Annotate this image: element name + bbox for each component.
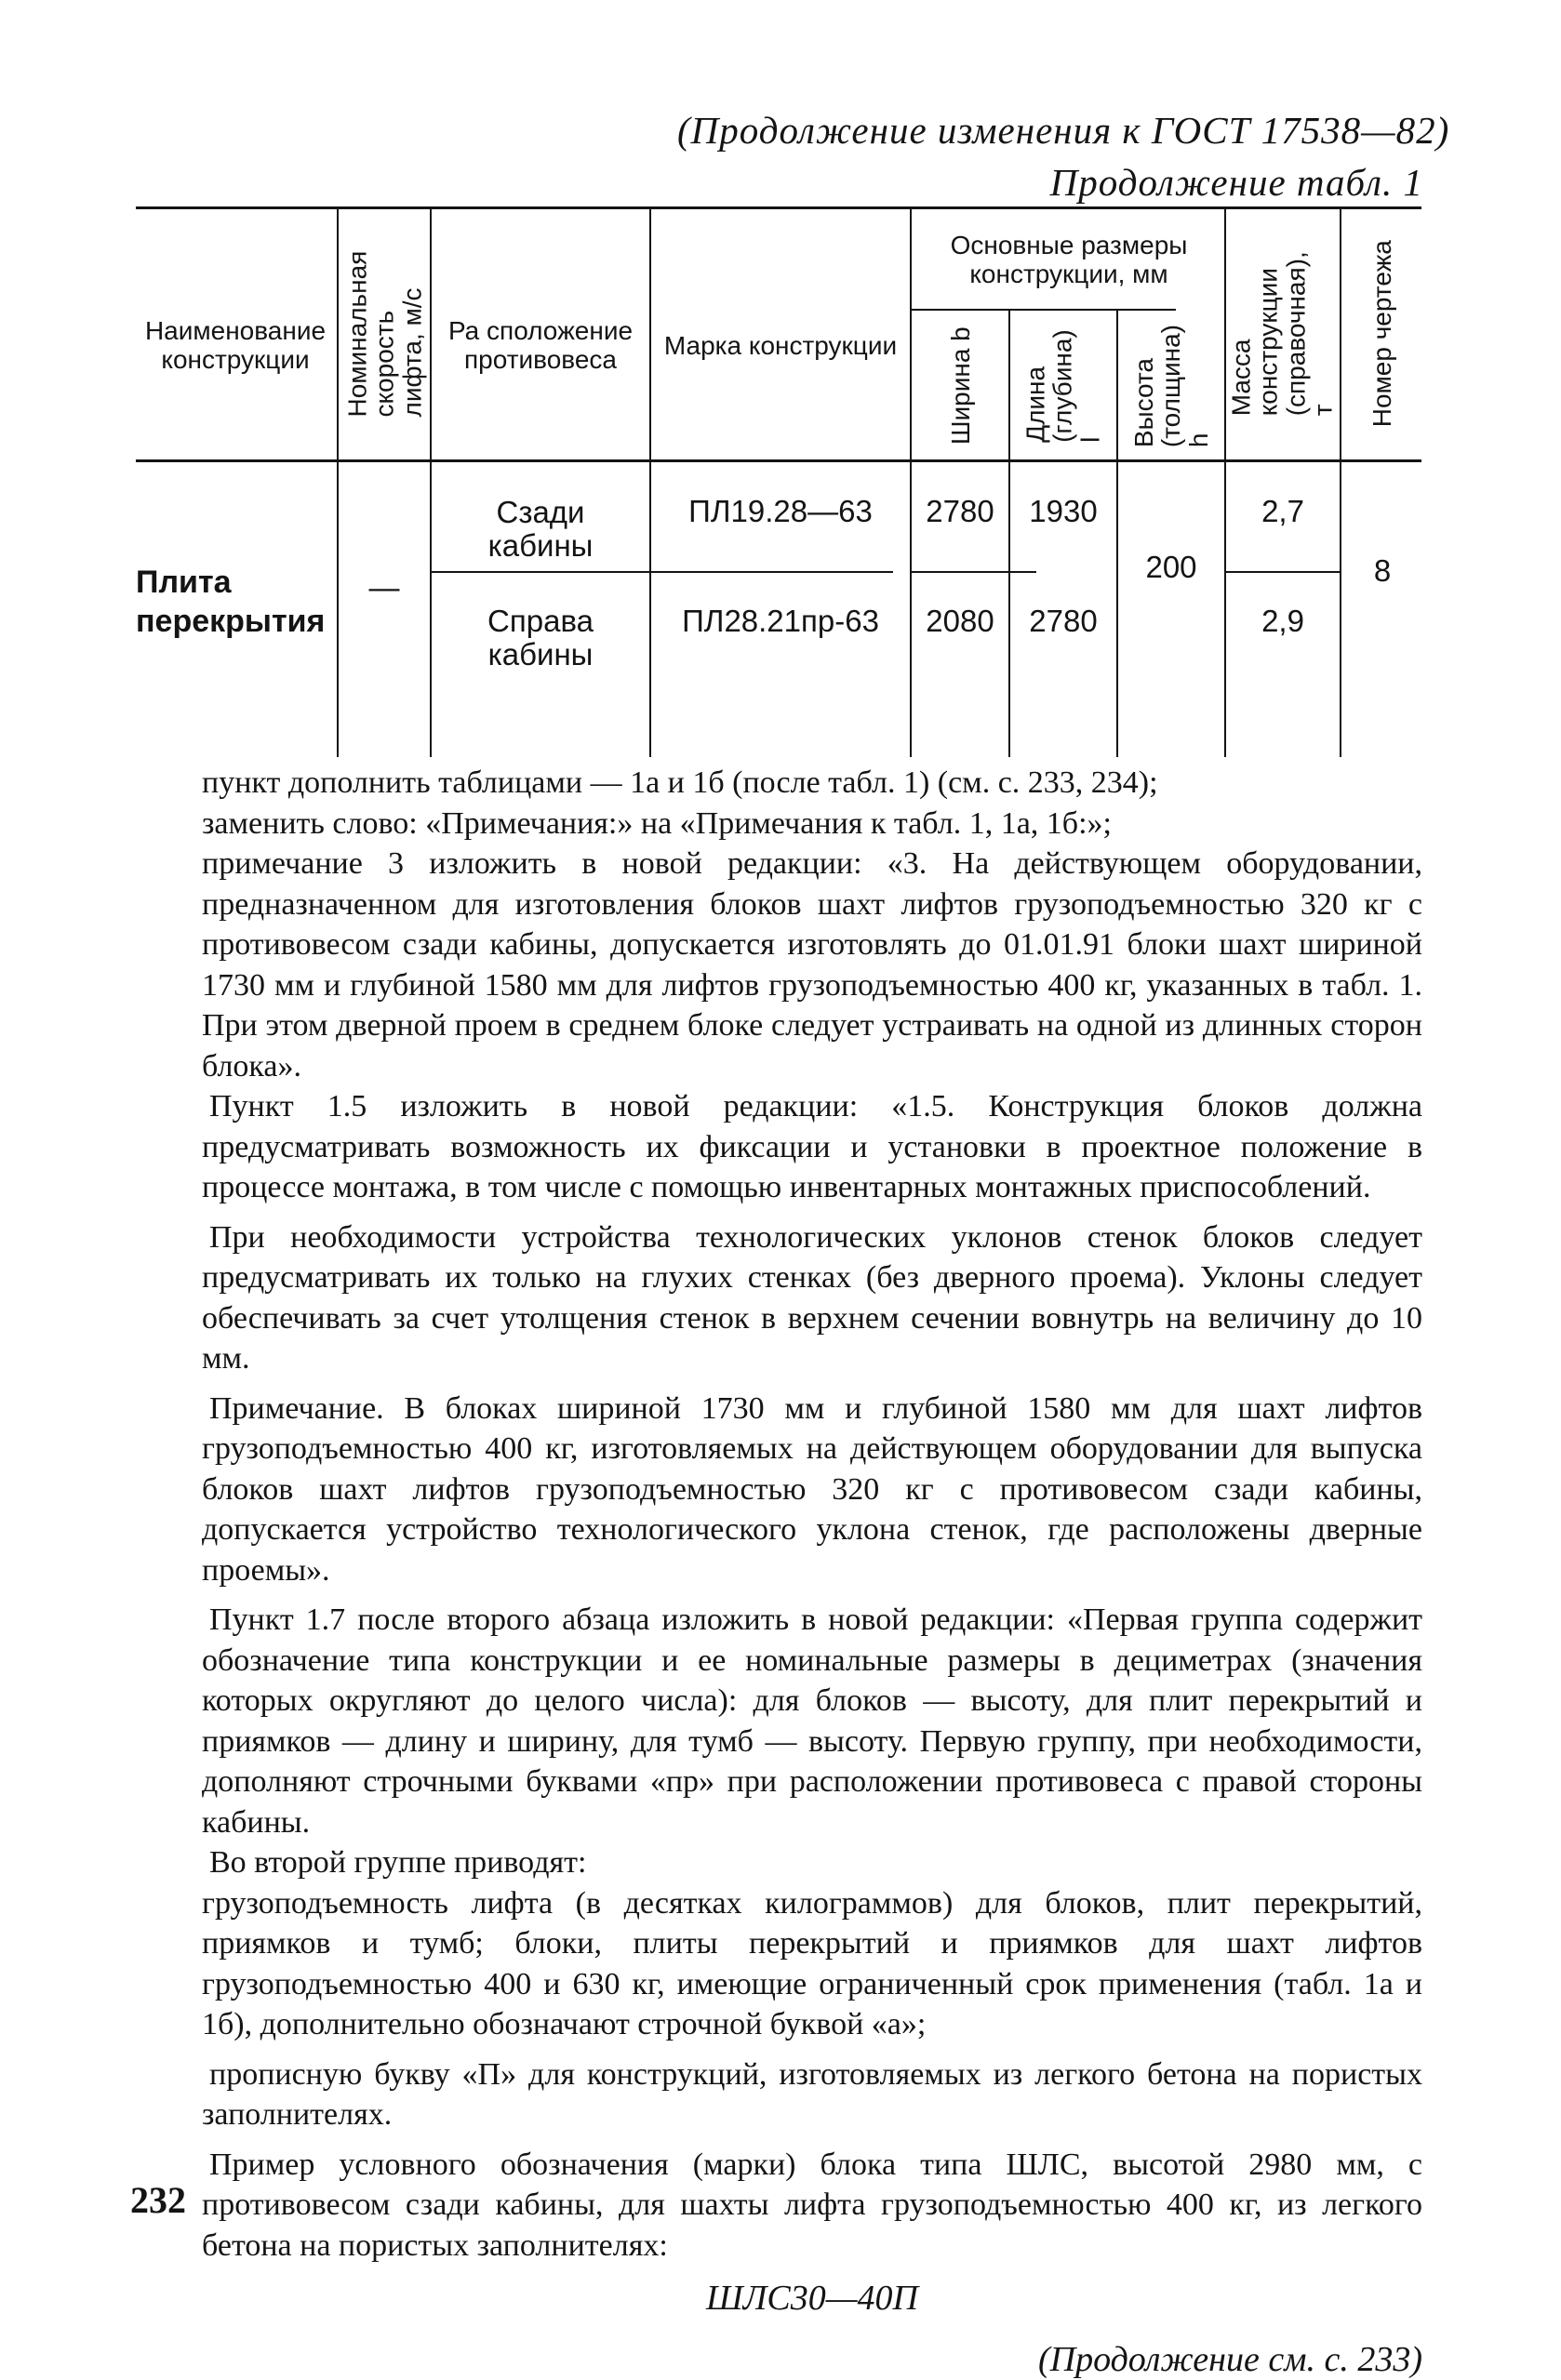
paragraph-5: При необходимости устройства технологических уклонов стенок блоков следует предусматривать их только на глухих стенках (без дверного проема). Уклоны следует обеспечивать за счет утолщения стенок в верхнем сечении вовнутрь на величину до 10 мм.: [202, 1217, 1422, 1379]
row2-mark: ПЛ28.21пр-63: [653, 595, 908, 647]
header-counterweight: Ра сположение противовеса: [434, 299, 647, 392]
header-width-text: Ширина b: [946, 327, 973, 445]
header-mass: [1228, 209, 1338, 459]
row1-counterweight: Сзади кабины: [471, 490, 610, 568]
col-rule-8: [1340, 206, 1341, 757]
row1-mass: 2,7: [1228, 485, 1338, 538]
row-divider-right: [1226, 571, 1340, 573]
header-mass-text: Масса конструкции (справочная), т: [1228, 251, 1338, 416]
drawing-number: 8: [1343, 545, 1421, 597]
footer-continuation: (Продолжение см. с. 233): [202, 2340, 1422, 2380]
paragraph-3: примечание 3 изложить в новой редакции: «3. На действующем оборудовании, предназначенном для изготовления блоков шахт лифтов грузоподъемностью 320 кг с противовесом сзади кабины, допускается изготовлять до 01.01.91 блоки шахт шириной 1730 мм и глубиной 1580 мм для лифтов грузоподъемностью 400 кг, указанных в табл. 1. При этом дверной проем в среднем блоке следует устраивать на одной из длинных сторон блока».: [202, 844, 1422, 1086]
header-name: Наименование конструкции: [136, 299, 335, 392]
row2-width: 2080: [914, 595, 1007, 647]
col-rule-4: [910, 206, 912, 757]
paragraph-9: прописную букву «П» для конструкций, изготовляемых из легкого бетона на пористых заполнителях.: [202, 2054, 1422, 2135]
main-dims-underline: [910, 309, 1176, 311]
paragraph-4: Пункт 1.5 изложить в новой редакции: «1.5. Конструкция блоков должна предусматривать возможность их фиксации и установки в проектное положение в процессе монтажа, в том числе с помощью инвентарных монтажных приспособлений.: [202, 1086, 1422, 1208]
continuation-header: (Продолжение изменения к ГОСТ 17538—82): [677, 108, 1449, 153]
body-text: [202, 763, 1422, 2380]
structure-name: Плита перекрытия: [136, 551, 313, 653]
header-length-text: Длина (глубина) l: [1022, 329, 1104, 443]
header-height: [1120, 312, 1222, 459]
height-value: 200: [1120, 541, 1222, 593]
col-rule-7: [1224, 206, 1226, 757]
header-drawing: [1343, 209, 1421, 459]
header-width: [914, 312, 1007, 459]
row1-mark: ПЛ19.28—63: [653, 485, 908, 538]
dimensions-table: [136, 206, 1421, 757]
paragraph-7: Во второй группе приводят:: [202, 1842, 1422, 1883]
row-divider-mid: [910, 571, 1036, 573]
row2-length: 2780: [1012, 595, 1114, 647]
paragraph-6: Пункт 1.7 после второго абзаца изложить в новой редакции: «Первая группа содержит обозначение типа конструкции и ее номинальные размеры в дециметрах (значения которых округляют до целого числа): для блоков — высоту, для плит перекрытий и приямков — длину и ширину, для тумб — высоту. Первую группу, при необходимости, дополняют строчными буквами «пр» при расположении противовеса с правой стороны кабины.: [202, 1600, 1422, 1842]
header-speed: [339, 209, 430, 459]
paragraph-note: Примечание. В блоках шириной 1730 мм и глубиной 1580 мм для шахт лифтов грузоподъемностью 400 кг, изготовляемых на действующем оборудовании для выпуска блоков шахт лифтов грузоподъемностью 320 кг с противовесом сзади кабины, допускается устройство технологического уклона стенок, где расположены дверные проемы».: [202, 1389, 1422, 1591]
paragraph-1: пункт дополнить таблицами — 1а и 1б (после табл. 1) (см. с. 233, 234);: [202, 763, 1422, 804]
row-divider-left: [430, 571, 893, 573]
header-speed-text: Номинальная скорость лифта, м/с: [343, 251, 425, 418]
col-rule-5: [1008, 309, 1010, 757]
col-rule-2: [430, 206, 432, 757]
paragraph-example: Пример условного обозначения (марки) блока типа ШЛС, высотой 2980 мм, с противовесом сзади кабины, для шахты лифта грузоподъемностью 400 кг, из легкого бетона на пористых заполнителях:: [202, 2145, 1422, 2267]
header-height-text: Высота (толщина) h: [1130, 325, 1212, 447]
speed-value: —: [339, 560, 430, 616]
header-length: [1012, 312, 1114, 459]
col-rule-3: [649, 206, 651, 757]
col-rule-6: [1116, 309, 1118, 757]
header-main-dims: Основные размеры конструкции, мм: [914, 214, 1224, 307]
header-drawing-text: Номер чертежа: [1368, 240, 1395, 427]
header-bottom-rule: [136, 459, 1421, 462]
example-mark: ШЛС30—40П: [202, 2279, 1422, 2320]
row2-mass: 2,9: [1228, 595, 1338, 647]
row1-width: 2780: [914, 485, 1007, 538]
table-continuation-header: Продолжение табл. 1: [1050, 160, 1423, 205]
row1-length: 1930: [1012, 485, 1114, 538]
page-number: 232: [130, 2178, 186, 2222]
paragraph-2: заменить слово: «Примечания:» на «Примечания к табл. 1, 1а, 1б:»;: [202, 804, 1422, 844]
paragraph-8: грузоподъемность лифта (в десятках килограммов) для блоков, плит перекрытий, приямков и тумб; блоки, плиты перекрытий и приямков для шахт лифтов грузоподъемностью 400 и 630 кг, имеющие ограниченный срок применения (табл. 1а и 1б), дополнительно обозначают строчной буквой «а»;: [202, 1883, 1422, 2045]
header-mark: Марка конструкции: [653, 299, 908, 392]
row2-counterweight: Справа кабины: [471, 599, 610, 677]
